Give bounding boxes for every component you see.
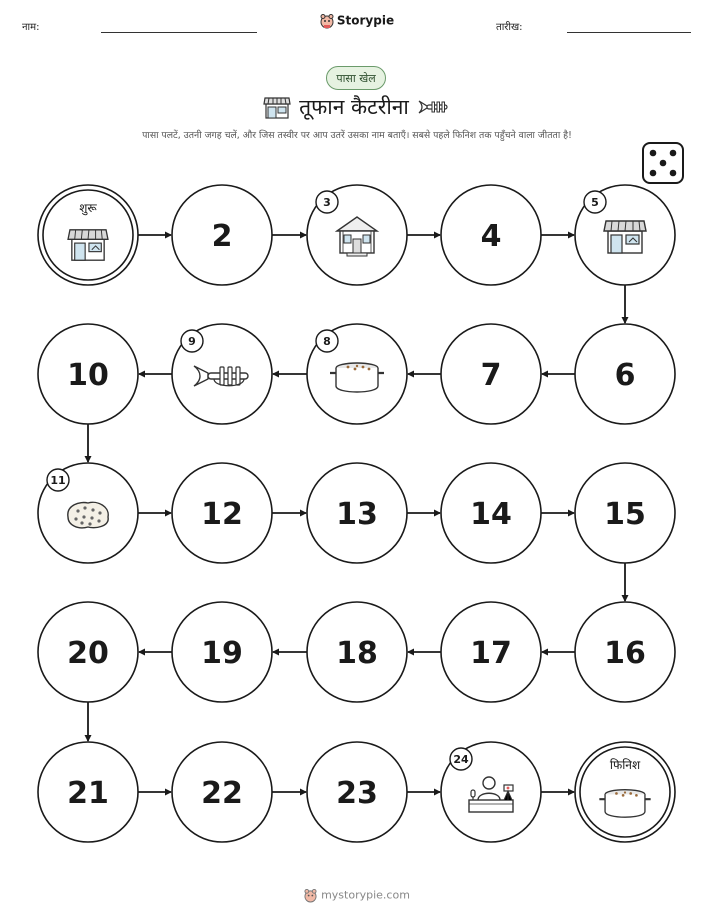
board-space-22 [172, 742, 272, 842]
space-number: 19 [201, 636, 243, 671]
food-icon [68, 502, 108, 528]
space-number: 4 [480, 219, 502, 254]
pot-icon [330, 363, 384, 392]
mascot-icon [304, 888, 317, 903]
board-space-16 [575, 602, 675, 702]
board-space-15 [575, 463, 675, 563]
board-space-10 [38, 324, 138, 424]
name-label: नाम: [22, 22, 40, 33]
space-number: 15 [604, 497, 646, 532]
space-number: 24 [453, 753, 469, 766]
board-space-13 [307, 463, 407, 563]
board-space-21 [38, 742, 138, 842]
space-number: 18 [336, 636, 378, 671]
date-label: तारीख: [496, 22, 523, 33]
shop-icon [68, 230, 108, 260]
brand-name: Storypie [336, 13, 395, 28]
board-space-2 [172, 185, 272, 285]
board-space-18 [307, 602, 407, 702]
space-number: 21 [67, 776, 109, 811]
space-number: 7 [480, 358, 502, 393]
space-number: 6 [614, 358, 636, 393]
space-number: 14 [470, 497, 512, 532]
board-space-4 [441, 185, 541, 285]
space-number: 23 [336, 776, 378, 811]
space-number: 2 [211, 219, 233, 254]
finish-label: फिनिश [609, 758, 641, 772]
space-number: 16 [604, 636, 646, 671]
board-space-5 [575, 185, 675, 285]
board-space-3 [307, 185, 407, 285]
game-type-badge: पासा खेल [326, 66, 386, 90]
space-number: 13 [336, 497, 378, 532]
space-number: 20 [67, 636, 109, 671]
footer-url[interactable]: mystorypie.com [321, 888, 410, 902]
footer [0, 888, 714, 903]
title-text: तूफान कैटरीना [299, 95, 409, 119]
space-number: 9 [188, 335, 196, 348]
dice-icon [643, 143, 683, 183]
start-label: शुरू [79, 201, 97, 215]
pot-icon [599, 790, 650, 818]
space-number: 22 [201, 776, 243, 811]
board-space-14 [441, 463, 541, 563]
board-space-17 [441, 602, 541, 702]
instructions: पासा पलटें, उतनी जगह चलें, और जिस तस्वीर पर आप उतरें उसका नाम बताएँ। सबसे पहले फिनिश तक पहुँचने वाला जीतता है! [142, 130, 572, 141]
board-space-7 [441, 324, 541, 424]
board-space-24 [441, 742, 541, 842]
board-space-6 [575, 324, 675, 424]
board-space-8 [307, 324, 407, 424]
board-space-23 [307, 742, 407, 842]
space-number: 10 [67, 358, 109, 393]
board-space-20 [38, 602, 138, 702]
board-space-12 [172, 463, 272, 563]
space-number: 5 [591, 196, 599, 209]
finish-space [575, 742, 675, 842]
start-space [38, 185, 138, 285]
shop-icon [604, 221, 646, 253]
board-space-11 [38, 463, 138, 563]
board-space-9 [172, 324, 272, 424]
space-number: 12 [201, 497, 243, 532]
space-number: 8 [323, 335, 331, 348]
space-number: 17 [470, 636, 512, 671]
space-number: 11 [50, 474, 66, 487]
board-space-19 [172, 602, 272, 702]
space-number: 3 [323, 196, 331, 209]
